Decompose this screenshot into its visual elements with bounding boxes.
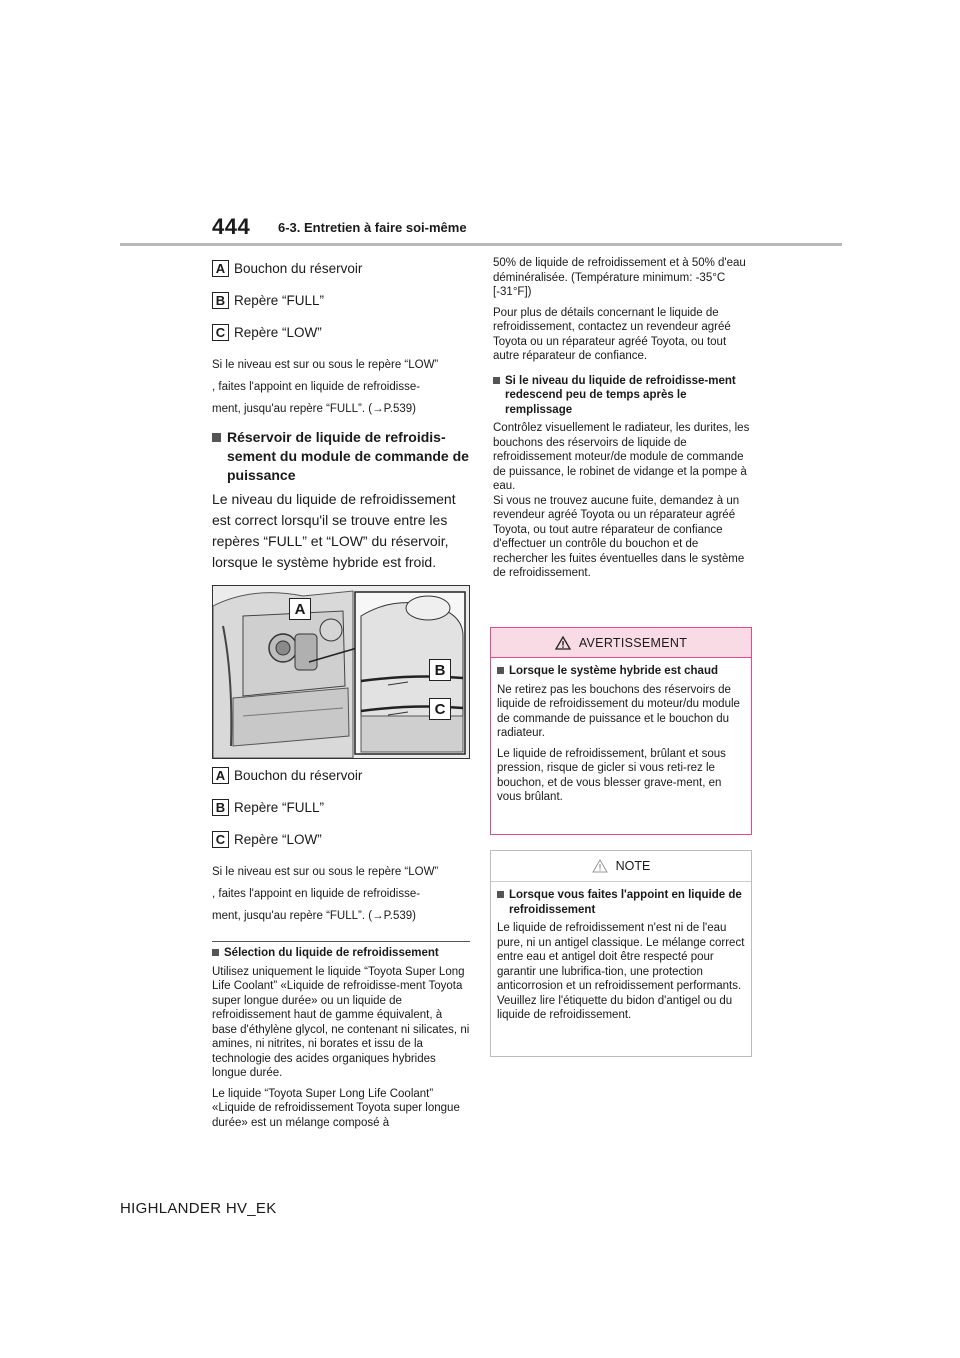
- warning-text: Ne retirez pas les bouchons des réservoirs de liquide de refroidissement du moteur/du module de commande de puissance et le bouchon du radiateur.: [497, 683, 740, 739]
- arrow-icon: →: [372, 403, 384, 415]
- label-c-bottom: [212, 829, 470, 849]
- warning-text-2: Le liquide de refroidissement, brûlant et sous pression, risque de gicler si vous reti-rez le bouchon, et de vous blesser grave-ment, en vous brûlant.: [497, 747, 726, 803]
- note-body: [491, 882, 751, 1023]
- label-letter: B: [212, 799, 229, 816]
- label-b-bottom: [212, 797, 470, 817]
- note-triangle-icon: [592, 859, 608, 873]
- warning-body: [491, 658, 751, 805]
- heading-text: Lorsque le système hybride est chaud: [509, 665, 718, 677]
- page-reference-link[interactable]: P.539): [383, 403, 416, 415]
- square-bullet-icon: [497, 667, 504, 674]
- figure-label-b: B: [429, 659, 451, 681]
- label-letter: A: [212, 260, 229, 277]
- page-reference-link[interactable]: P.539): [383, 910, 416, 922]
- note-line: , faites l'appoint en liquide de refroidisse-: [212, 888, 421, 900]
- label-a-bottom: [212, 765, 470, 785]
- note-line: Si le niveau est sur ou sous le repère “LOW”: [212, 866, 439, 878]
- warning-header: [491, 628, 751, 658]
- label-b-top: [212, 290, 470, 310]
- coolant-selection-body-2: Le liquide “Toyota Super Long Life Coolant” «Liquide de refroidissement Toyota super longue durée» est un mélange composé à: [212, 1087, 460, 1129]
- coolant-selection-body: Utilisez uniquement le liquide “Toyota Super Long Life Coolant” «Liquide de refroidisse-ment Toyota super longue durée» ou un liquide de refroidissement haut de gamme équivalent, à base d'éthylène glycol, ne contenant ni silicates, ni amines, ni nitrites, ni borates et issu de la technologie des acides organiques hybrides longue durée.: [212, 965, 470, 1079]
- figure-label-c: C: [429, 698, 451, 720]
- right-column: [493, 256, 753, 587]
- label-text: Repère “FULL”: [234, 292, 325, 308]
- warning-box: [490, 627, 752, 835]
- pcu-reservoir-body: Le niveau du liquide de refroidissement est correct lorsqu'il se trouve entre les repères “FULL” et “LOW” du réservoir, lorsque le système hybride est froid.: [212, 491, 456, 570]
- square-bullet-icon: [212, 949, 219, 956]
- label-text: Bouchon du réservoir: [234, 767, 363, 783]
- note-line: [212, 398, 470, 420]
- pcu-reservoir-heading: [212, 428, 470, 485]
- footer-model: HIGHLANDER HV_EK: [120, 1200, 277, 1217]
- label-text: Bouchon du réservoir: [234, 260, 363, 276]
- note-heading: [497, 888, 745, 917]
- heading-text: Sélection du liquide de refroidissement: [224, 947, 439, 959]
- heading-text: Lorsque vous faites l'appoint en liquide de refroidissement: [509, 889, 742, 916]
- coolant-selection-heading: [212, 946, 470, 961]
- label-letter: C: [212, 324, 229, 341]
- note-line-text: ment, jusqu'au repère “FULL”. (: [212, 403, 373, 415]
- note-title: NOTE: [615, 859, 651, 873]
- warning-triangle-icon: [555, 636, 571, 650]
- page-number: 444: [212, 214, 251, 239]
- arrow-icon: →: [372, 910, 384, 922]
- note-line-text: ment, jusqu'au repère “FULL”. (: [212, 910, 373, 922]
- warning-title: AVERTISSEMENT: [578, 635, 688, 650]
- label-c-top: [212, 322, 470, 342]
- note-line: , faites l'appoint en liquide de refroidisse-: [212, 381, 421, 393]
- top-level-note: [212, 354, 470, 420]
- label-text: Repère “LOW”: [234, 831, 322, 847]
- heading-text: Réservoir de liquide de refroidis-sement du module de commande de puissance: [227, 429, 469, 483]
- label-letter: A: [212, 767, 229, 784]
- coolant-mix-body: 50% de liquide de refroidissement et à 50% d'eau déminéralisée. (Température minimum: -35°C [-31°F]): [493, 257, 746, 298]
- note-line: Si le niveau est sur ou sous le repère “LOW”: [212, 359, 439, 371]
- section-divider: [212, 941, 470, 942]
- bottom-level-note: [212, 861, 470, 927]
- note-text: Le liquide de refroidissement n'est ni de l'eau pure, ni un antigel classique. Le mélange correct entre eau et antigel doit être respecté pour garantir une lubrifica-tion, une protection anticorrosion et un refroidissement performants. Veuillez lire l'étiquette du bidon d'antigel ou du liquide de refroidissement.: [497, 922, 745, 1021]
- square-bullet-icon: [212, 433, 221, 442]
- dealer-contact-body: Pour plus de détails concernant le liquide de refroidissement, contactez un revendeur agréé Toyota ou un réparateur agréé Toyota, ou tout autre réparateur de confiance.: [493, 306, 731, 362]
- square-bullet-icon: [493, 377, 500, 384]
- label-letter: C: [212, 831, 229, 848]
- square-bullet-icon: [497, 891, 504, 898]
- reservoir-figure: [212, 585, 470, 759]
- level-drop-body: Contrôlez visuellement le radiateur, les durites, les bouchons des réservoirs de liquide de refroidissement moteur/de module de commande de puissance, le robinet de vidange et la pompe à eau. Si vous ne trouvez aucune fuite, demandez à un revendeur agréé Toyota ou un réparateur agréé Toyota, ou tout autre réparateur de confiance d'effectuer un contrôle du bouchon et de rechercher les fuites éventuelles dans le système de refroidissement.: [493, 422, 750, 579]
- header-divider: [120, 243, 842, 246]
- warning-heading: [497, 664, 745, 679]
- label-text: Repère “LOW”: [234, 324, 322, 340]
- left-column: [212, 258, 470, 1136]
- label-letter: B: [212, 292, 229, 309]
- note-box: [490, 850, 752, 1057]
- note-header: [491, 851, 751, 882]
- section-title: 6-3. Entretien à faire soi-même: [278, 220, 467, 235]
- label-a-top: [212, 258, 470, 278]
- heading-text: Si le niveau du liquide de refroidisse-ment redescend peu de temps après le remplissage: [505, 374, 736, 416]
- label-text: Repère “FULL”: [234, 799, 325, 815]
- figure-label-a: A: [289, 598, 311, 620]
- note-line: [212, 905, 470, 927]
- level-drop-heading: [493, 374, 753, 418]
